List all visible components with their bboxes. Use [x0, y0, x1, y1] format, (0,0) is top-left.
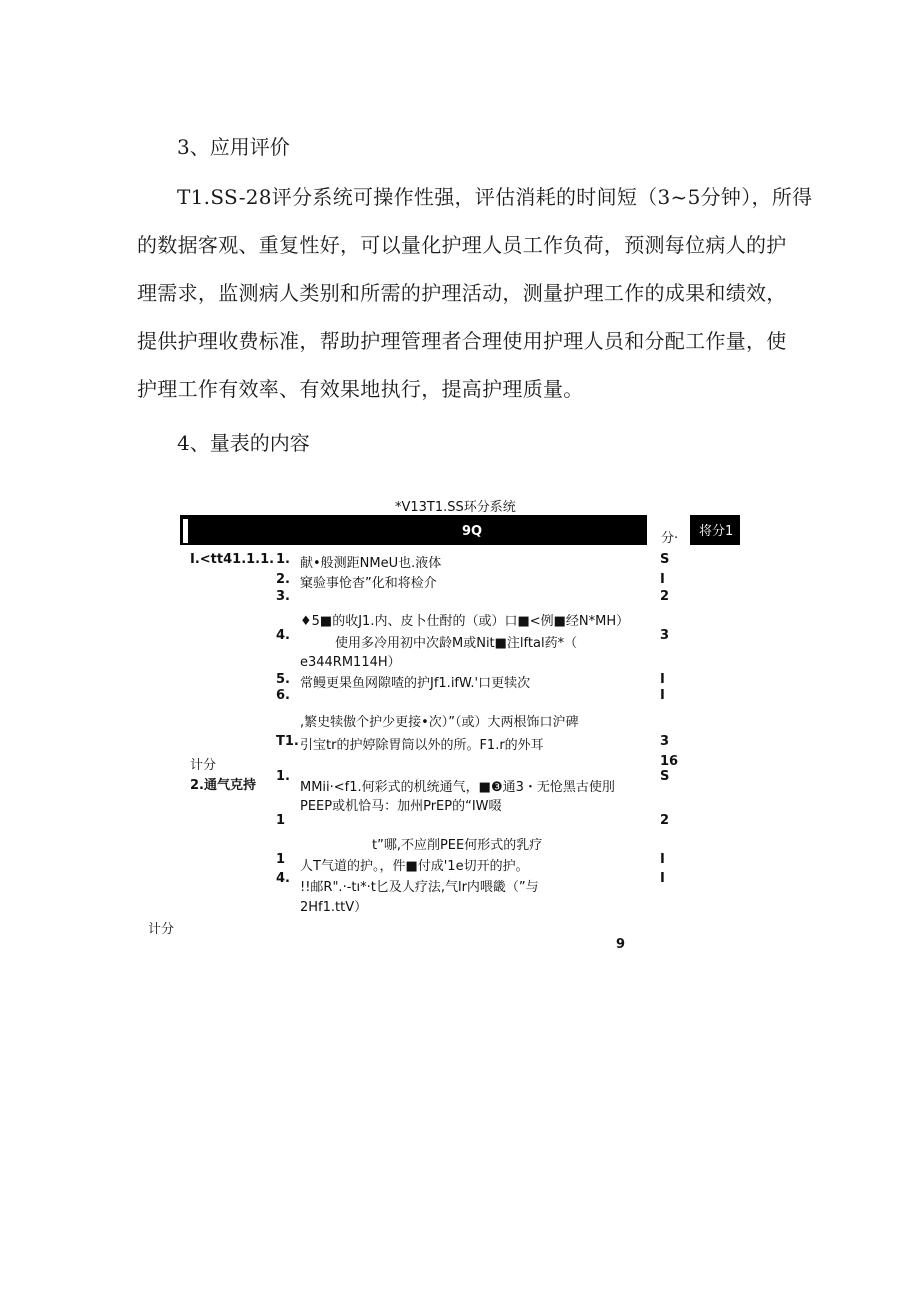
- item-text: ♦5■的收J1.内、皮卜仕酎的（或）口■<例■经N*MH）: [300, 614, 630, 629]
- item-text: 2Hf1.ttV）: [300, 900, 368, 915]
- header-col-total: 将分1: [695, 520, 737, 539]
- item-score: I: [660, 672, 665, 687]
- item-score: 2: [660, 813, 670, 828]
- paragraph-line: 理需求，监测病人类别和所需的护理活动，测量护理工作的成果和绩效，: [137, 281, 787, 305]
- item-text: 引宝tr的护婷除胃筒以外的所。F1.r的外耳: [300, 738, 544, 753]
- item-score: S: [660, 769, 670, 784]
- item-number: 4.: [276, 871, 290, 886]
- footer-total-label: 计分: [148, 922, 175, 937]
- group-1-subtotal: 16: [660, 754, 679, 769]
- table-title: *V13T1.SS环分系统: [395, 500, 516, 515]
- header-col-score: 分·: [661, 531, 679, 546]
- item-text: 窠验事怆杳”化和将检介: [300, 576, 437, 591]
- item-score: 3: [660, 628, 670, 643]
- item-number: 3.: [276, 589, 290, 604]
- header-bar-marker: [183, 519, 188, 543]
- header-bar-left: [180, 515, 297, 545]
- item-score: S: [660, 552, 670, 567]
- item-text: 常鳗更果鱼网隙喳的护Jf1.ifW.'口更犊次: [300, 676, 531, 691]
- group-1-label: I.<tt41.1.1.: [190, 552, 275, 567]
- item-text: 人T气道的护。，件■付成'1e切开的护。: [300, 859, 529, 874]
- item-score: 3: [660, 734, 670, 749]
- item-score: I: [660, 572, 665, 587]
- item-score: I: [660, 852, 665, 867]
- item-text: 献•般测距NMeU也.液体: [300, 556, 442, 571]
- item-number: T1.: [276, 734, 299, 749]
- paragraph-line: 的数据客观、重复性好，可以量化护理人员工作负荷，预测每位病人的护: [137, 233, 787, 257]
- item-number: 4.: [276, 628, 290, 643]
- paragraph-line: T1.SS-28评分系统可操作性强，评估消耗的时间短（3~5分钟），所得: [177, 185, 813, 209]
- item-text: !!邮R".·-tı*·t匕及人疗法,气lr内喂畿（”与: [300, 880, 539, 895]
- item-number: 1: [276, 813, 286, 828]
- group-2-label: 2.通气克持: [190, 778, 256, 793]
- item-number: 1.: [276, 552, 290, 567]
- item-text: PEEP或机恰马：加州PrEP的“IW啜: [300, 799, 502, 814]
- item-number: 2.: [276, 572, 290, 587]
- item-score: 2: [660, 589, 670, 604]
- item-text: 使用多冷用初中次龄M或Nit■注lftal药*（: [335, 636, 578, 651]
- item-number: 5.: [276, 672, 290, 687]
- footer-total-value: 9: [616, 937, 626, 952]
- section-3-heading: 3、应用评价: [177, 135, 290, 159]
- item-score: I: [660, 688, 665, 703]
- item-number: 6.: [276, 688, 290, 703]
- paragraph-line: 提供护理收费标准，帮助护理管理者合理使用护理人员和分配工作量，使: [137, 329, 787, 353]
- item-text: MMii·<f1.何彩式的机统通气，■❸通3・无怆黑古使刖: [300, 780, 615, 795]
- section-4-heading: 4、量表的内容: [177, 431, 310, 455]
- item-number: 1: [276, 852, 286, 867]
- group-1-subtotal-label: 计分: [190, 758, 217, 773]
- header-col-items: 9Q: [462, 524, 483, 539]
- item-text: t”哪,不应削PEE何形式的乳疗: [372, 838, 543, 853]
- item-text: ,繁史犊傲个护少更接•次）”（或）大两根饰口沪碑: [300, 715, 579, 730]
- item-number: 1.: [276, 769, 290, 784]
- item-score: I: [660, 871, 665, 886]
- item-text: e344RM114H）: [300, 655, 401, 670]
- paragraph-line: 护理工作有效率、有效果地执行，提高护理质量。: [137, 377, 584, 401]
